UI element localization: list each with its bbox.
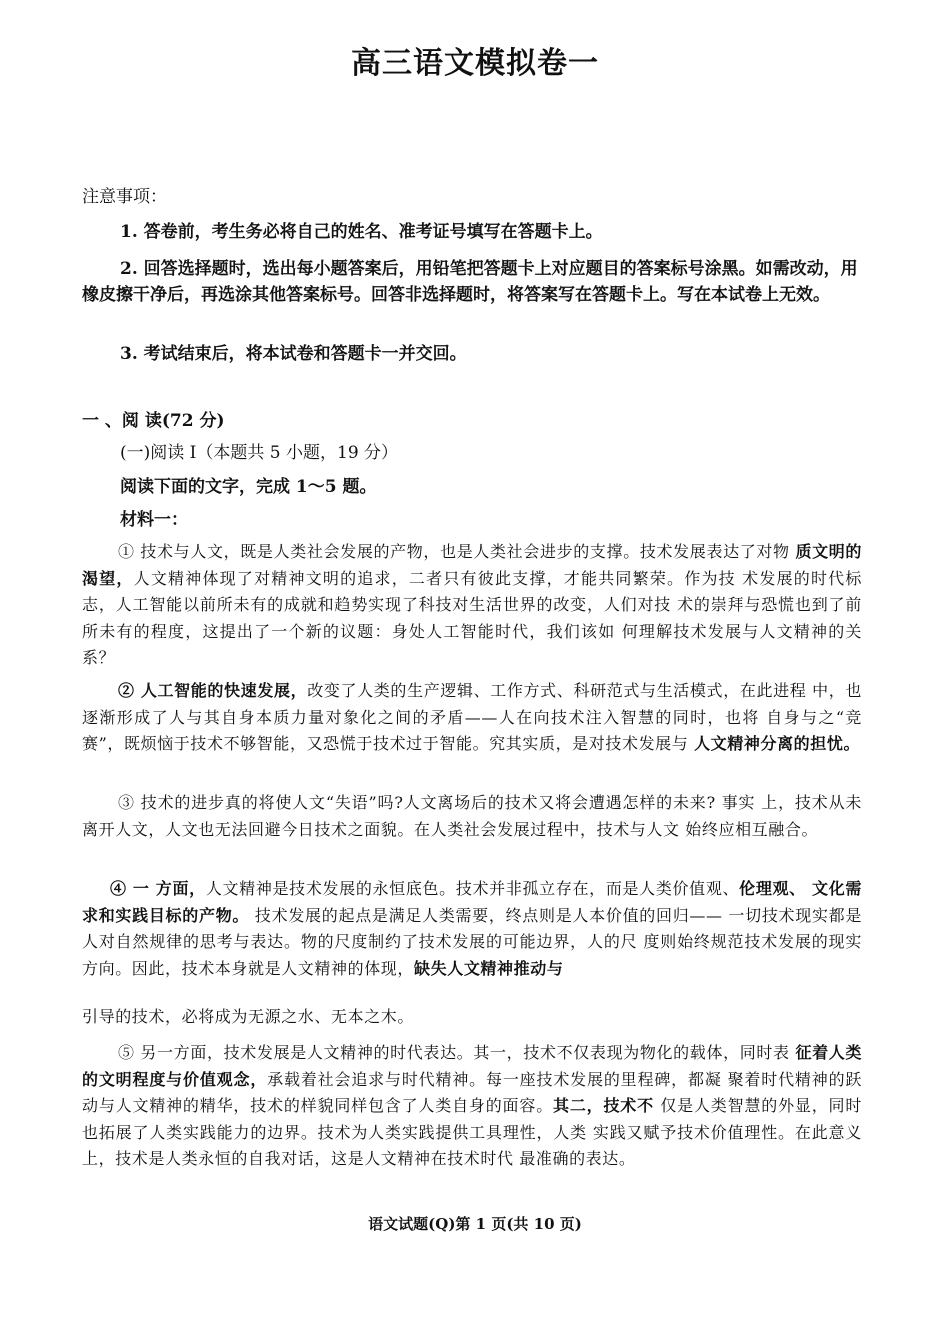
section-heading: 一 、阅 读(72 分)	[82, 411, 225, 431]
material-label: 材料一：	[120, 510, 188, 530]
notice-heading: 注意事项：	[82, 187, 167, 207]
notice-item-1: 1. 答卷前，考生务必将自己的姓名、准考证号填写在答题卡上。	[120, 222, 603, 242]
page-footer: 语文试题(Q)第 1 页(共 10 页)	[368, 1215, 582, 1233]
paragraph-4: ④ 一 方面，人文精神是技术发展的永恒底色。技术并非孤立存在，而是人类价值观、伦理观、 文化需求和实践目标的产物。 技术发展的起点是满足人类需要，终点则是人本价值的回归—— 一切技术现实都是人对自然规律的思考与表达。物的尺度制约了技术发展的可能边界，人的尺 度则始终规范技术发展的现实方向。因此，技术本身就是人文精神的体现，缺失人文精神推动与	[82, 879, 862, 978]
paragraph-2: ② 人工智能的快速发展，改变了人类的生产逻辑、工作方式、科研范式与生活模式，在此进程 中，也逐渐形成了人与其自身本质力量对象化之间的矛盾——人在向技术注入智慧的同时，也将 自身与之“竞赛”，既烦恼于技术不够智能，又恐慌于技术过于智能。究其实质，是对技术发展与 人文精神分离的担忧。	[82, 681, 862, 753]
paragraph-5: ⑤ 另一方面，技术发展是人文精神的时代表达。其一，技术不仅表现为物化的载体，同时表 征着人类的文明程度与价值观念，承载着社会追求与时代精神。每一座技术发展的里程碑，都凝 聚着时代精神的跃动与人文精神的精华，技术的样貌同样包含了人类自身的面容。其二，技术不 仅是人类智慧的外显，同时也拓展了人类实践能力的边界。技术为人类实践提供工具理性，人类 实践又赋予技术价值理性。在此意义上，技术是人类永恒的自我对话，这是人文精神在技术时代 最准确的表达。	[82, 1043, 863, 1168]
notice-item-2: 2. 回答选择题时，选出每小题答案后，用铅笔把答题卡上对应题目的答案标号涂黑。如需改动，用橡皮擦干净后，再选涂其他答案标号。回答非选择题时，将答案写在答题卡上。写在本试卷上无效。	[82, 259, 858, 305]
paragraph-3: ③ 技术的进步真的将使人文“失语”吗?人文离场后的技术又将会遭遇怎样的未来? 事实 上，技术从未离开人文，人文也无法回避今日技术之面貌。在人类社会发展过程中，技术与人文 始终应相互融合。	[82, 793, 862, 839]
exam-title: 高三语文模拟卷一	[351, 46, 599, 81]
paragraph-4-continued: 引导的技术，必将成为无源之水、无本之木。	[82, 1007, 415, 1026]
reading-instruction: 阅读下面的文字，完成 1～5 题。	[120, 477, 377, 497]
notice-item-3: 3. 考试结束后，将本试卷和答题卡一并交回。	[120, 344, 467, 364]
paragraph-1: ① 技术与人文，既是人类社会发展的产物，也是人类社会进步的支撑。技术发展表达了对物 质文明的渴望，人文精神体现了对精神文明的追求，二者只有彼此支撑，才能共同繁荣。作为技 术发展的时代标志，人工智能以前所未有的成就和趋势实现了科技对生活世界的改变，人们对技 术的崇拜与恐慌也到了前所未有的程度，这提出了一个新的议题：身处人工智能时代，我们该如 何理解技术发展与人文精神的关系？	[82, 542, 863, 667]
subsection-heading: (一)阅读 I（本题共 5 小题，19 分）	[120, 443, 399, 463]
